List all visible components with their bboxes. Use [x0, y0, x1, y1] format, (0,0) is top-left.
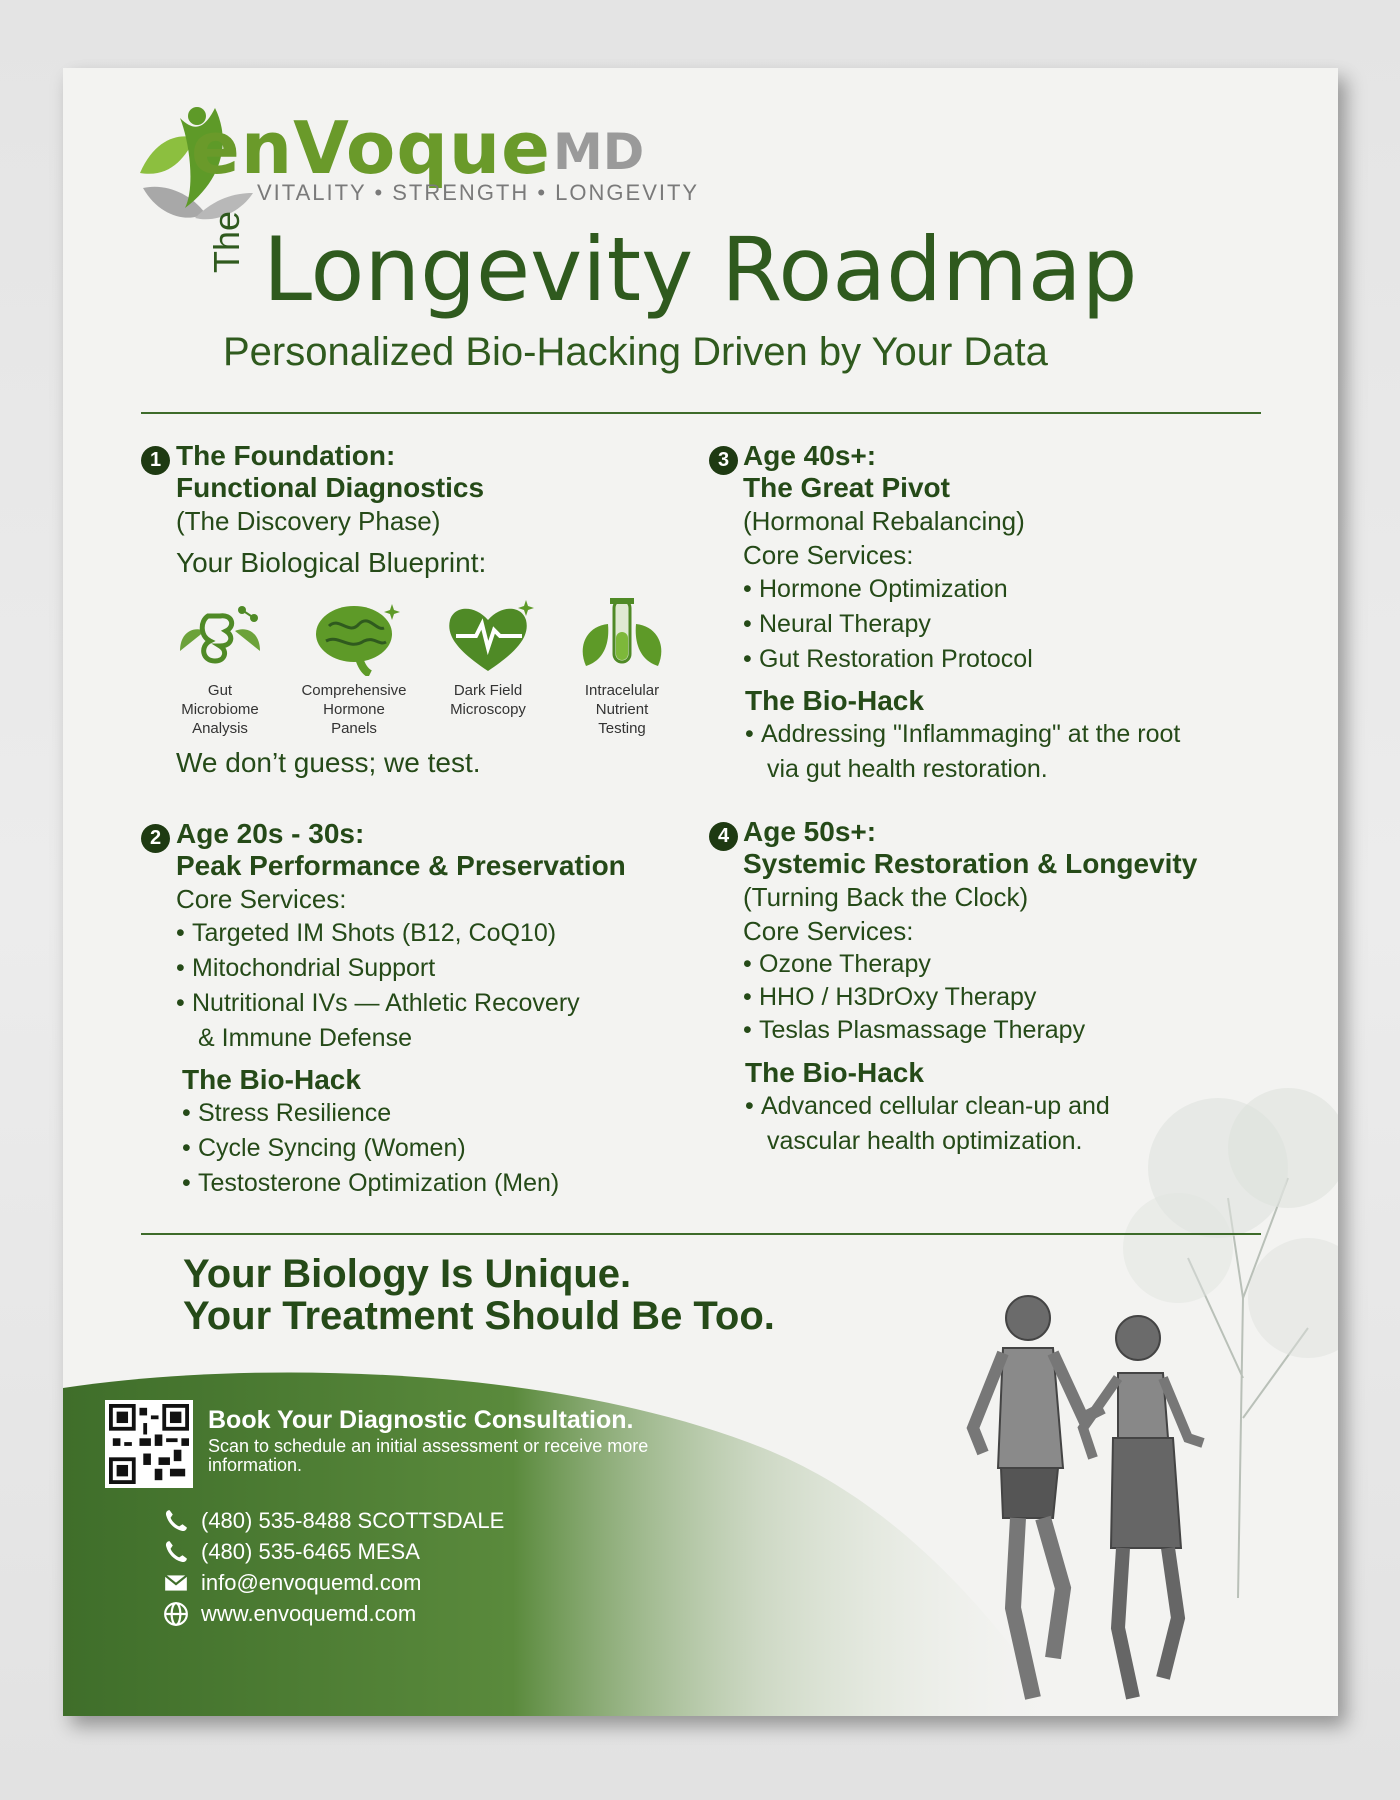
section-age-50s — [743, 816, 1303, 1159]
title-the: The — [206, 210, 247, 273]
service-item-continued: & Immune Defense — [198, 1024, 412, 1052]
slogan-line: Your Biology Is Unique. — [183, 1252, 632, 1296]
icon-label: Intracelular — [584, 682, 660, 699]
core-services-label: Core Services: — [743, 916, 914, 946]
service-item: • Hormone Optimization — [743, 572, 1283, 607]
brain-icon — [304, 596, 404, 676]
service-item: • Ozone Therapy — [743, 948, 1303, 981]
envelope-icon — [163, 1570, 189, 1596]
icon-label: Microbiome — [181, 701, 259, 718]
icon-label: Gut — [207, 682, 233, 699]
icon-label: Panels — [331, 720, 377, 737]
core-services-label: Core Services: — [743, 540, 914, 570]
brand-suffix: MD — [553, 123, 645, 181]
section-number: 2 — [141, 824, 170, 853]
section-heading: The Foundation: — [176, 440, 396, 471]
heart-icon — [438, 596, 538, 676]
service-item: • Gut Restoration Protocol — [743, 642, 1283, 677]
divider — [141, 1233, 1261, 1235]
globe-icon — [163, 1601, 189, 1627]
icon-item — [153, 596, 287, 738]
phone-icon — [163, 1508, 189, 1534]
divider — [141, 412, 1261, 414]
runners-illustration — [923, 1278, 1243, 1716]
section-heading: Functional Diagnostics — [176, 472, 485, 503]
icon-item — [287, 596, 421, 738]
contact-email[interactable] — [163, 1570, 421, 1596]
section-number: 3 — [709, 446, 738, 475]
icon-label: Comprehensive — [301, 682, 407, 699]
brand-tagline: VITALITY • STRENGTH • LONGEVITY — [257, 180, 700, 205]
biohack-item: • Testosterone Optimization (Men) — [182, 1166, 736, 1201]
section-age-40s — [743, 440, 1283, 787]
gut-icon — [170, 596, 270, 676]
biohack-title: The Bio-Hack — [745, 685, 924, 716]
slogan-line: Your Treatment Should Be Too. — [183, 1294, 775, 1338]
service-item: • Neural Therapy — [743, 607, 1283, 642]
page-subtitle: Personalized Bio-Hacking Driven by Your Data — [223, 330, 1048, 374]
biohack-item: • Stress Resilience — [182, 1096, 736, 1131]
phone-text: (480) 535-8488 SCOTTSDALE — [201, 1508, 505, 1533]
service-item: • Nutritional IVs — Athletic Recovery — [176, 986, 736, 1021]
section-heading: Age 50s+: — [743, 816, 877, 847]
blueprint-label: Your Biological Blueprint: — [176, 547, 487, 578]
section-foundation — [176, 440, 486, 580]
page-title: Longevity Roadmap — [263, 218, 1138, 321]
contact-phone-mesa[interactable] — [163, 1539, 420, 1565]
icon-item — [555, 596, 689, 738]
phone-text: (480) 535-6465 MESA — [201, 1539, 420, 1564]
biohack-item-continued: vascular health optimization. — [767, 1127, 1083, 1155]
service-item: • HHO / H3DrOxy Therapy — [743, 981, 1303, 1014]
icon-label: Nutrient — [595, 701, 649, 718]
website-text: www.envoquemd.com — [201, 1601, 417, 1626]
foundation-closing: We don’t guess; we test. — [176, 747, 481, 778]
cta-title: Book Your Diagnostic Consultation. — [208, 1406, 634, 1434]
cta-subtitle: Scan to schedule an initial assessment or receive more information. — [208, 1436, 649, 1475]
service-item: • Targeted IM Shots (B12, CoQ10) — [176, 916, 736, 951]
icon-label: Hormone — [323, 701, 385, 718]
service-item: • Teslas Plasmassage Therapy — [743, 1014, 1303, 1047]
section-phase: (Turning Back the Clock) — [743, 882, 1029, 912]
biohack-item: • Advanced cellular clean-up and — [745, 1089, 1303, 1124]
phone-icon — [163, 1539, 189, 1565]
section-number: 1 — [141, 446, 170, 475]
core-services-label: Core Services: — [176, 884, 347, 914]
icon-item — [421, 596, 555, 738]
diagnostic-icons — [153, 596, 689, 738]
section-number: 4 — [709, 822, 738, 851]
contact-website[interactable] — [163, 1601, 416, 1627]
section-heading: The Great Pivot — [743, 472, 950, 503]
qr-code[interactable] — [105, 1400, 193, 1488]
icon-label: Dark Field — [453, 682, 523, 699]
section-heading: Age 40s+: — [743, 440, 877, 471]
icon-label: Testing — [598, 720, 646, 737]
biohack-item: • Cycle Syncing (Women) — [182, 1131, 736, 1166]
service-item: • Mitochondrial Support — [176, 951, 736, 986]
section-heading: Systemic Restoration & Longevity — [743, 848, 1198, 879]
biohack-item: • Addressing "Inflammaging" at the root — [745, 717, 1283, 752]
section-phase: (Hormonal Rebalancing) — [743, 506, 1025, 536]
biohack-title: The Bio-Hack — [182, 1064, 361, 1095]
slogan — [183, 1253, 775, 1337]
flyer-page — [63, 68, 1338, 1716]
biohack-item-continued: via gut health restoration. — [767, 755, 1048, 783]
icon-label: Microscopy — [450, 701, 526, 718]
icon-label: Analysis — [192, 720, 248, 737]
email-text: info@envoquemd.com — [201, 1570, 422, 1595]
brand-name: enVoque — [191, 106, 551, 190]
contact-phone-scottsdale[interactable] — [163, 1508, 504, 1534]
section-heading: Age 20s - 30s: — [176, 818, 365, 849]
section-heading: Peak Performance & Preservation — [176, 850, 626, 881]
biohack-title: The Bio-Hack — [745, 1057, 924, 1088]
section-age-20s-30s — [176, 818, 736, 1201]
section-phase: (The Discovery Phase) — [176, 506, 441, 536]
test-tube-icon — [572, 596, 672, 676]
